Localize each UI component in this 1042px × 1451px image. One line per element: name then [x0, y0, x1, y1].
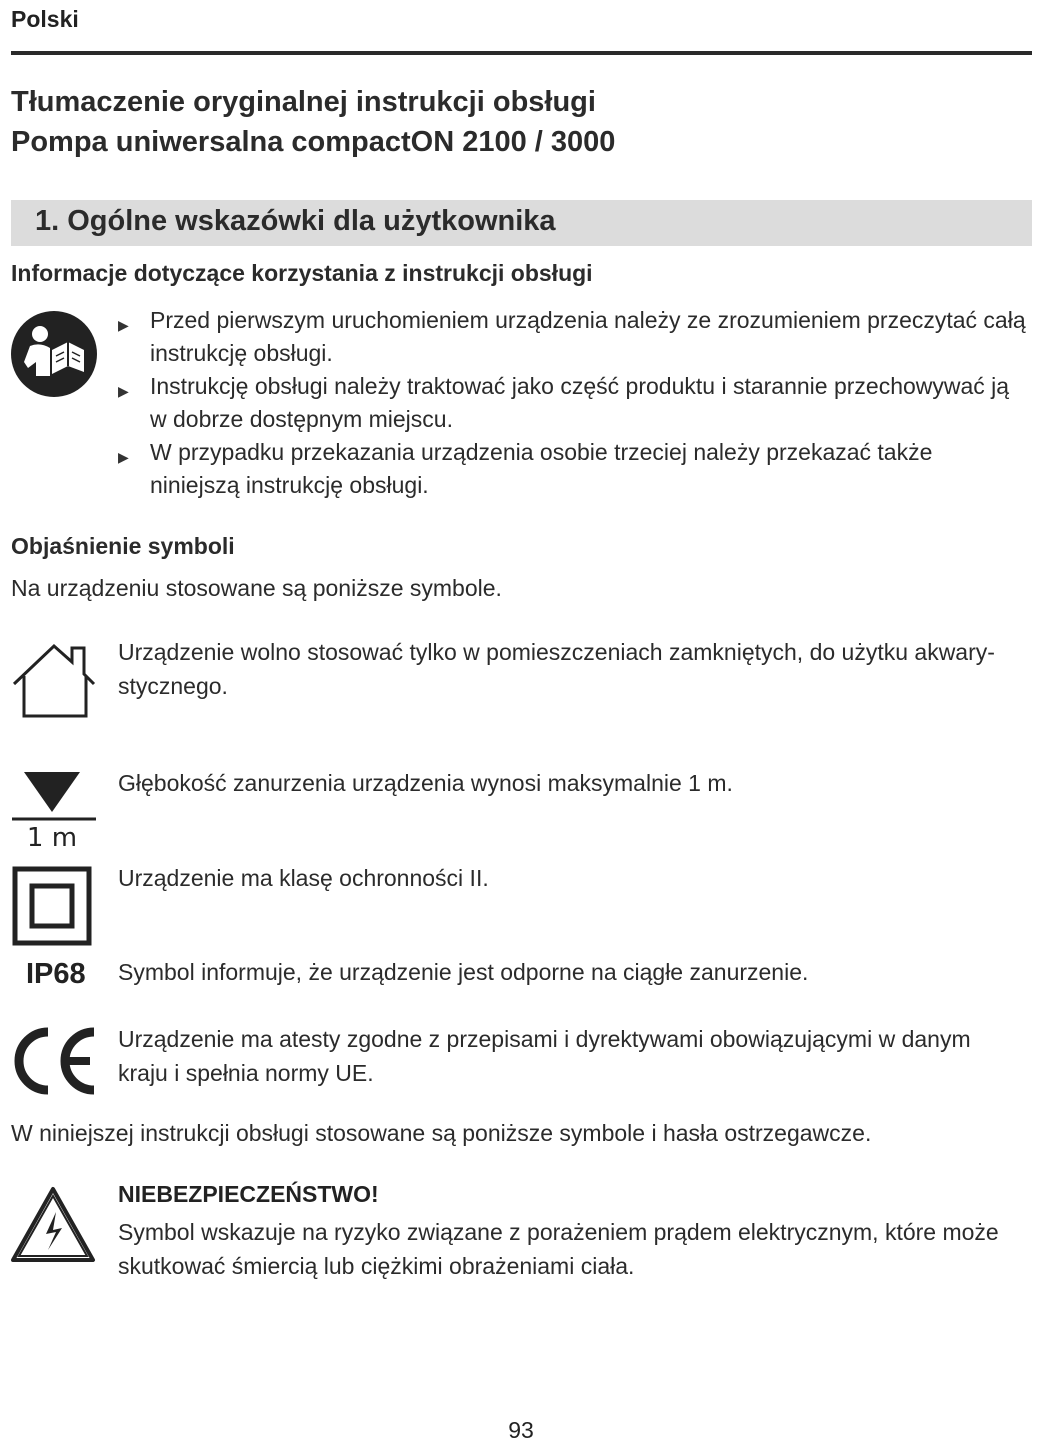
indoor-house-icon — [10, 640, 98, 720]
header-rule — [11, 51, 1032, 55]
page-number: 93 — [508, 1417, 534, 1443]
ip68-label: IP68 — [26, 958, 86, 990]
bullet-arrow-icon: ▶ — [118, 383, 129, 399]
warnings-intro: W niniejszej instrukcji obsługi stosowane są poniższe symbole i hasła ostrzegawcze. — [11, 1120, 872, 1146]
read-manual-icon — [10, 310, 98, 398]
svg-text:1 m: 1 m — [26, 823, 78, 850]
document-subtitle: Pompa uniwersalna compactON 2100 / 3000 — [11, 126, 616, 158]
symbols-intro: Na urządzeniu stosowane są poniższe symbole. — [11, 575, 502, 601]
usage-bullet-list — [118, 304, 1028, 502]
list-item: ▶ Przed pierwszym uruchomieniem urządzenia należy ze zrozumieniem przeczytać całą instrukcję obsługi. — [118, 307, 1026, 366]
bullet-arrow-icon: ▶ — [118, 317, 129, 333]
symbol-text-ip68: Symbol informuje, że urządzenie jest odporne na ciągłe zanurzenie. — [118, 959, 809, 985]
ce-mark-icon — [10, 1026, 100, 1096]
section-heading: 1. Ogólne wskazówki dla użytkownika — [35, 205, 556, 237]
depth-1m-icon — [10, 770, 98, 850]
usage-info-heading: Informacje dotyczące korzystania z instrukcji obsługi — [11, 260, 593, 286]
electric-hazard-icon — [10, 1186, 96, 1264]
symbols-heading: Objaśnienie symboli — [11, 533, 235, 559]
list-item: ▶ W przypadku przekazania urządzenia osobie trzeciej należy przekazać także niniejszą instrukcję obsługi. — [118, 439, 933, 498]
language-label: Polski — [11, 6, 79, 32]
symbol-text-depth: Głębokość zanurzenia urządzenia wynosi maksymalnie 1 m. — [118, 770, 733, 796]
warning-text: Symbol wskazuje na ryzyko związane z porażeniem prądem elektrycznym, które może skutkować śmiercią lub ciężkimi obrażeniami ciała. — [118, 1219, 999, 1279]
warning-title: NIEBEZPIECZEŃSTWO! — [118, 1181, 379, 1207]
protection-class-ii-icon — [12, 866, 92, 946]
symbol-text-indoor: Urządzenie wolno stosować tylko w pomieszczeniach zamkniętych, do użytku akwary-stycznego. — [118, 639, 995, 699]
document-title: Tłumaczenie oryginalnej instrukcji obsługi — [11, 86, 596, 118]
bullet-arrow-icon: ▶ — [118, 449, 129, 465]
symbol-text-class: Urządzenie ma klasę ochronności II. — [118, 865, 489, 891]
list-item: ▶ Instrukcję obsługi należy traktować jako część produktu i starannie przechowywać ją w dobrze dostępnym miejscu. — [118, 373, 1010, 432]
section-header — [11, 200, 1032, 246]
symbol-text-ce: Urządzenie ma atesty zgodne z przepisami i dyrektywami obowiązującymi w danym kraju i spełnia normy UE. — [118, 1026, 971, 1086]
